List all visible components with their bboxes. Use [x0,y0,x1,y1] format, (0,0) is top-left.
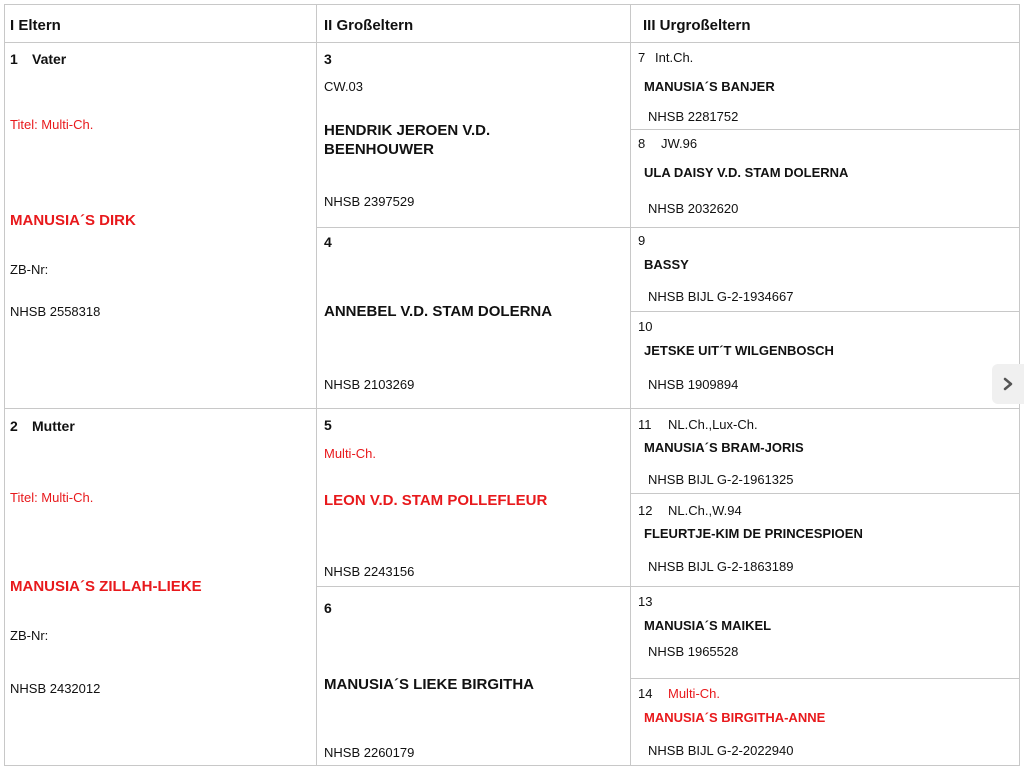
parent-registration: NHSB 2432012 [10,681,101,696]
great-grandparent-title: Int.Ch. [655,50,694,65]
great-grandparent-name[interactable]: JETSKE UIT´T WILGENBOSCH [644,343,834,358]
next-page-button[interactable] [992,364,1024,404]
great-grandparent-title: JW.96 [661,136,698,151]
header-grandparents: II Großeltern [324,17,414,34]
grandparent-number: 4 [324,234,332,250]
parent-zb-label: ZB-Nr: [10,262,49,277]
great-grandparent-name[interactable]: MANUSIA´S BIRGITHA-ANNE [644,710,826,725]
chevron-right-icon [1001,377,1015,391]
parent-role: Mutter [32,418,75,434]
grandparent-name[interactable]: ANNEBEL V.D. STAM DOLERNA [324,303,553,320]
parent-number: 1 [10,51,18,67]
great-grandparent-name[interactable]: FLEURTJE-KIM DE PRINCESPIOEN [644,526,863,541]
great-grandparent-title: Multi-Ch. [668,686,721,701]
great-grandparent-number: 13 [638,594,653,609]
great-grandparent-number: 14 [638,686,653,701]
parent-title: Titel: Multi-Ch. [10,490,94,505]
grandparent-name[interactable]: HENDRIK JEROEN V.D. BEENHOUWER [324,122,491,158]
great-grandparent-registration: NHSB 1965528 [648,644,739,659]
grandparent-number: 3 [324,51,332,67]
great-grandparent-registration: NHSB 2032620 [648,201,739,216]
grandparent-number: 6 [324,600,332,616]
parent-number: 2 [10,418,18,434]
grandparent-name[interactable]: LEON V.D. STAM POLLEFLEUR [324,492,548,509]
great-grandparent-title: NL.Ch.,W.94 [668,503,742,518]
header-great-grandparents: III Urgroßeltern [643,17,751,34]
great-grandparent-title: NL.Ch.,Lux-Ch. [668,417,758,432]
grandparent-registration: NHSB 2397529 [324,194,415,209]
grandparent-name[interactable]: MANUSIA´S LIEKE BIRGITHA [324,676,534,693]
great-grandparent-registration: NHSB BIJL G-2-1934667 [648,289,794,304]
great-grandparent-name[interactable]: BASSY [644,257,689,272]
grandparent-title: Multi-Ch. [324,446,377,461]
great-grandparent-number: 7 [638,50,646,65]
great-grandparent-name[interactable]: MANUSIA´S MAIKEL [644,618,772,633]
great-grandparent-number: 12 [638,503,653,518]
great-grandparent-name[interactable]: MANUSIA´S BRAM-JORIS [644,440,804,455]
parent-zb-label: ZB-Nr: [10,628,49,643]
grandparent-title: CW.03 [324,79,364,94]
great-grandparent-number: 9 [638,233,646,248]
grandparent-registration: NHSB 2260179 [324,745,415,760]
great-grandparent-name[interactable]: ULA DAISY V.D. STAM DOLERNA [644,165,849,180]
great-grandparent-registration: NHSB 1909894 [648,377,739,392]
header-parents: I Eltern [10,17,61,34]
great-grandparent-registration: NHSB BIJL G-2-1961325 [648,472,794,487]
great-grandparent-name[interactable]: MANUSIA´S BANJER [644,79,775,94]
parent-name[interactable]: MANUSIA´S DIRK [10,212,136,229]
parent-title: Titel: Multi-Ch. [10,117,94,132]
great-grandparent-registration: NHSB 2281752 [648,109,739,124]
grandparent-number: 5 [324,417,332,433]
grandparent-registration: NHSB 2103269 [324,377,415,392]
great-grandparent-cell [630,311,1020,409]
parent-registration: NHSB 2558318 [10,304,101,319]
great-grandparent-registration: NHSB BIJL G-2-2022940 [648,743,794,758]
great-grandparent-number: 10 [638,319,653,334]
great-grandparent-number: 11 [638,417,652,432]
great-grandparent-number: 8 [638,136,646,151]
parent-name[interactable]: MANUSIA´S ZILLAH-LIEKE [10,578,202,595]
grandparent-registration: NHSB 2243156 [324,564,415,579]
parent-role: Vater [32,51,67,67]
great-grandparent-registration: NHSB BIJL G-2-1863189 [648,559,794,574]
